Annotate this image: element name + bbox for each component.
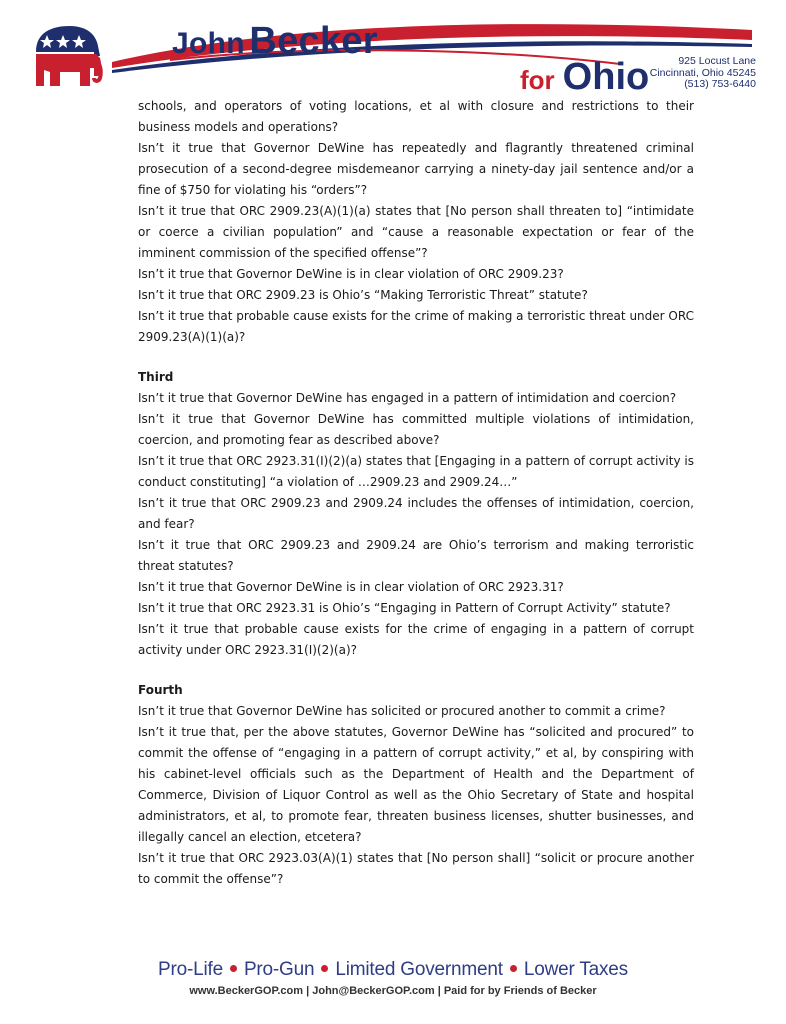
bullet-dot-icon xyxy=(230,965,237,972)
paragraph: Isn’t it true that Governor DeWine is in clear violation of ORC 2923.31? xyxy=(138,580,564,594)
paragraph: Isn’t it true that ORC 2909.23 and 2909.24 are Ohio’s terrorism and making terroristic threat statutes? xyxy=(138,538,694,573)
for-word: for xyxy=(520,65,555,95)
paragraph: Isn’t it true that probable cause exists for the crime of making a terroristic threat under ORC 2909.23(A)(1)(a)? xyxy=(138,309,694,344)
paragraph: Isn’t it true that ORC 2909.23 is Ohio’s “Making Terroristic Threat” statute? xyxy=(138,288,588,302)
tagline-item: Pro-Gun xyxy=(243,959,315,980)
bullet-dot-icon xyxy=(321,965,328,972)
section-heading-third: Third xyxy=(138,370,174,384)
address-line-1: 925 Locust Lane xyxy=(678,55,756,67)
paragraph: Isn’t it true that Governor DeWine is in clear violation of ORC 2909.23? xyxy=(138,267,564,281)
section-heading-fourth: Fourth xyxy=(138,683,183,697)
paragraph: Isn’t it true that Governor DeWine has engaged in a pattern of intimidation and coercion? xyxy=(138,391,677,405)
footer-contact-line: www.BeckerGOP.com | John@BeckerGOP.com | Paid for by Friends of Becker xyxy=(189,985,597,997)
header-swoosh xyxy=(0,0,786,110)
paragraph: Isn’t it true that probable cause exists for the crime of engaging in a pattern of corrupt activity under ORC 2923.31(I)(2)(a)? xyxy=(138,622,694,657)
paragraph: Isn’t it true that, per the above statutes, Governor DeWine has “solicited and procured” to commit the offense of “engaging in a pattern of corrupt activity,” et al, by conspiring with his cabinet-level officials such as the Department of Health and the Department of Commerce, Division of Liquor Control as well as the Ohio Secretary of State and hospital administrators, et al, to promote fear, threaten business licenses, shutter businesses, and illegally cancel an election, etcetera? xyxy=(138,725,694,844)
paragraph: Isn’t it true that ORC 2923.31(I)(2)(a) states that [Engaging in a pattern of corrupt activity is conduct constituting] “a violation of …2909.23 and 2909.24…” xyxy=(138,454,694,489)
tagline-item: Limited Government xyxy=(335,959,503,980)
paragraph: Isn’t it true that Governor DeWine has solicited or procured another to commit a crime? xyxy=(138,704,666,718)
paragraph: schools, and operators of voting locations, et al with closure and restrictions to their business models and operations? xyxy=(138,99,694,134)
republican-elephant-icon xyxy=(30,22,104,90)
tagline-item: Pro-Life xyxy=(158,959,223,980)
phone-number: (513) 753-6440 xyxy=(684,78,756,90)
paragraph: Isn’t it true that Governor DeWine has repeatedly and flagrantly threatened criminal prosecution of a second-degree misdemeanor carrying a ninety-day jail sentence and/or a fine of $750 for violating his “orders”? xyxy=(138,141,694,197)
paragraph: Isn’t it true that ORC 2923.31 is Ohio’s “Engaging in Pattern of Corrupt Activity” statute? xyxy=(138,601,671,615)
letter-body xyxy=(138,96,694,890)
tagline-item: Lower Taxes xyxy=(523,959,628,980)
paragraph: Isn’t it true that ORC 2923.03(A)(1) states that [No person shall] “solicit or procure another to commit the offense”? xyxy=(138,851,694,886)
state-word: Ohio xyxy=(562,56,650,98)
candidate-name xyxy=(172,22,378,60)
address-block xyxy=(650,56,756,91)
campaign-tagline xyxy=(0,958,786,982)
first-name: John xyxy=(172,27,245,60)
address-line-2: Cincinnati, Ohio 45245 xyxy=(649,66,756,79)
last-name: Becker xyxy=(249,20,378,62)
paragraph: Isn’t it true that ORC 2909.23(A)(1)(a) states that [No person shall threaten to] “intimidate or coerce a civilian population” and “cause a reasonable expectation or fear of the imminent commission of the specified offense”? xyxy=(138,204,694,260)
bullet-dot-icon xyxy=(510,965,517,972)
paragraph: Isn’t it true that ORC 2909.23 and 2909.24 includes the offenses of intimidation, coercion, and fear? xyxy=(138,496,694,531)
for-ohio-wordmark xyxy=(520,58,649,96)
paragraph: Isn’t it true that Governor DeWine has committed multiple violations of intimidation, coercion, and promoting fear as described above? xyxy=(138,412,694,447)
